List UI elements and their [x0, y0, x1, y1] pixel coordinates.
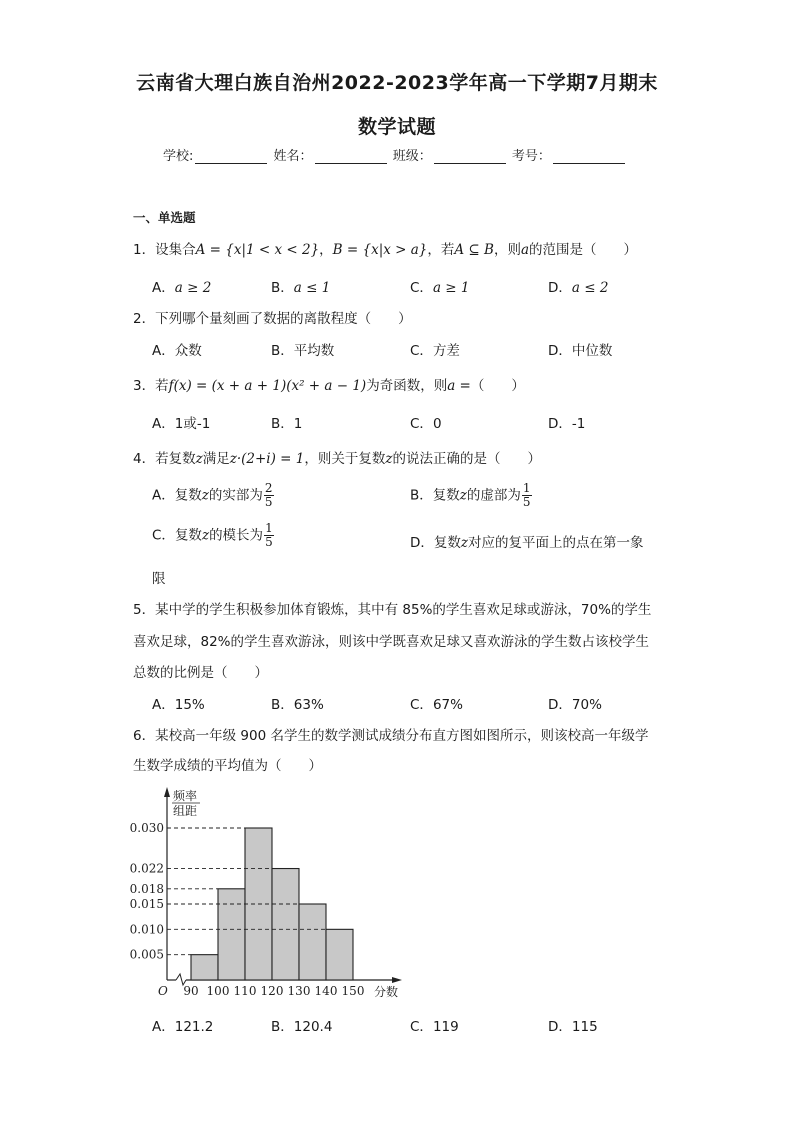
math-variable: a [520, 242, 530, 258]
x-axis-label: 分数 [374, 985, 399, 999]
x-axis-arrow-icon [392, 977, 402, 983]
option-text: 67% [432, 697, 463, 713]
question-text: 下列哪个量刻画了数据的离散程度（ ） [155, 311, 412, 327]
y-label-denominator: 组距 [173, 804, 198, 818]
x-tick-label: 120 [260, 984, 284, 998]
question-text: 设集合 [155, 242, 196, 258]
option-text: 70% [571, 697, 602, 713]
question-5-line-3: 总数的比例是（ ） [133, 665, 268, 681]
math-expression: A ⊆ B [454, 242, 494, 258]
math-expression: A = {x|1 < x < 2} [195, 242, 320, 258]
y-tick-label: 0.005 [129, 947, 164, 962]
option-text: 121.2 [174, 1019, 214, 1035]
option-text: 115 [571, 1019, 598, 1035]
option-text: 的实部为 [208, 487, 263, 504]
option-text: 复数 [433, 535, 461, 551]
math-expression: B = {x|x > a} [332, 242, 428, 258]
question-text: 若 [155, 378, 169, 394]
x-tick-label: 150 [341, 984, 365, 998]
name-label: 姓名： [273, 149, 313, 164]
x-tick-label: 100 [206, 984, 230, 998]
section-title: 一、单选题 [133, 210, 196, 225]
option-text: 方差 [432, 343, 460, 359]
histogram-bar [218, 889, 245, 980]
math-variable: z [201, 487, 209, 504]
option-key: C． [410, 697, 433, 713]
option-key: D． [548, 416, 572, 432]
option-text: 119 [432, 1019, 459, 1035]
option-key: C． [152, 527, 175, 544]
question-number: 2． [133, 311, 156, 327]
origin-label: O [158, 984, 168, 998]
math-variable: z [385, 451, 393, 467]
x-tick-label: 110 [233, 984, 257, 998]
y-tick-label: 0.018 [129, 881, 164, 896]
option-text: a ≥ 1 [432, 280, 470, 296]
option-key: C． [410, 343, 433, 359]
x-tick-label: 130 [287, 984, 311, 998]
question-text: 满足 [202, 451, 230, 467]
option-6a [152, 1015, 213, 1035]
exam-number-label: 考号： [511, 149, 551, 164]
option-text: -1 [571, 416, 586, 432]
option-key: C． [410, 280, 433, 296]
option-key: A． [152, 487, 175, 504]
option-text: 63% [293, 697, 324, 713]
option-key: D． [548, 697, 572, 713]
option-text: 复数 [432, 487, 460, 504]
question-text: 的说法正确的是（ ） [392, 451, 541, 467]
option-text: a ≤ 2 [571, 280, 609, 296]
option-key: C． [410, 1019, 433, 1035]
option-text: 平均数 [293, 343, 335, 359]
y-tick-label: 0.022 [129, 861, 164, 876]
math-expression: z·(2+i) = 1 [229, 451, 305, 467]
option-key: B． [410, 487, 433, 504]
option-text: 复数 [174, 527, 202, 544]
math-variable: z [195, 451, 203, 467]
option-text: 中位数 [571, 343, 613, 359]
question-text: ，若 [427, 242, 455, 258]
denominator: 5 [265, 535, 273, 549]
histogram-bar [299, 904, 326, 980]
numerator: 1 [522, 481, 531, 495]
question-text: ，则关于复数 [304, 451, 386, 467]
option-key: A． [152, 697, 175, 713]
option-key: D． [548, 280, 572, 296]
math-expression: a = [447, 378, 471, 394]
denominator: 5 [522, 495, 531, 509]
question-number: 3． [133, 378, 156, 394]
option-6c [410, 1015, 459, 1035]
option-text: 众数 [174, 343, 202, 359]
numerator: 1 [265, 521, 273, 535]
option-key: A． [152, 1019, 175, 1035]
option-text: 1 [293, 416, 303, 432]
document-title: 云南省大理白族自治州2022-2023学年高一下学期7月期末 [136, 72, 658, 94]
option-text: 120.4 [293, 1019, 333, 1035]
question-number: 4． [133, 451, 156, 467]
option-key: D． [548, 1019, 572, 1035]
y-tick-label: 0.010 [129, 922, 164, 937]
option-6d [548, 1015, 598, 1035]
math-expression: f(x) = (x + a + 1)(x² + a − 1) [168, 378, 367, 394]
question-text: （ ） [470, 378, 525, 394]
denominator: 5 [264, 495, 273, 509]
histogram-bar [326, 929, 353, 980]
question-6-line-2: 生数学成绩的平均值为（ ） [133, 758, 322, 774]
option-text: a ≤ 1 [293, 280, 331, 296]
question-number: 5． [133, 602, 156, 618]
option-key: C． [410, 416, 433, 432]
option-text: 1或-1 [174, 416, 211, 432]
option-key: D． [548, 343, 572, 359]
option-key: A． [152, 416, 175, 432]
numerator: 2 [264, 481, 273, 495]
y-label-numerator: 频率 [173, 789, 198, 803]
option-key: B． [271, 1019, 294, 1035]
option-key: B． [271, 280, 294, 296]
option-text: 0 [432, 416, 442, 432]
question-number: 6． [133, 728, 156, 744]
x-tick-label: 90 [183, 984, 199, 998]
histogram-bar [272, 869, 299, 980]
option-key: B． [271, 697, 294, 713]
math-variable: z [460, 535, 469, 551]
option-text: 15% [174, 697, 205, 713]
option-key: B． [271, 416, 294, 432]
y-tick-label: 0.030 [129, 821, 164, 835]
y-axis-arrow-icon [164, 787, 170, 797]
question-text: 某校高一年级 900 名学生的数学测试成绩分布直方图如图所示，则该校高一年级学 [155, 728, 649, 744]
option-4d-wrap: 限 [152, 571, 166, 587]
question-text: 某中学的学生积极参加体育锻炼，其中有 85%的学生喜欢足球或游泳，70%的学生 [155, 602, 652, 618]
option-key: A． [152, 343, 175, 359]
option-key: D． [410, 535, 434, 551]
option-6b [271, 1015, 332, 1035]
question-text: ，则 [493, 242, 521, 258]
school-label: 学校: [163, 149, 194, 164]
document-subtitle: 数学试题 [357, 116, 436, 138]
option-text: 的模长为 [209, 527, 264, 544]
punctuation: ， [319, 242, 333, 258]
option-text: a ≥ 2 [174, 280, 212, 296]
histogram-bar [191, 955, 218, 980]
option-key: A． [152, 280, 175, 296]
option-text: 对应的复平面上的点在第一象 [468, 535, 644, 551]
math-variable: z [201, 527, 210, 544]
question-5-line-2: 喜欢足球，82%的学生喜欢游泳，则该中学既喜欢足球又喜欢游泳的学生数占该校学生 [133, 634, 650, 650]
question-text: 若复数 [155, 451, 196, 467]
math-variable: z [459, 487, 467, 504]
class-label: 班级： [392, 149, 432, 164]
x-tick-label: 140 [314, 984, 338, 998]
question-text: 的范围是（ ） [529, 242, 638, 258]
y-tick-label: 0.015 [129, 897, 164, 911]
option-text: 复数 [174, 487, 202, 504]
option-text: 的虚部为 [466, 487, 521, 504]
question-text: 为奇函数，则 [366, 378, 448, 394]
option-key: B． [271, 343, 294, 359]
question-number: 1． [133, 242, 156, 258]
